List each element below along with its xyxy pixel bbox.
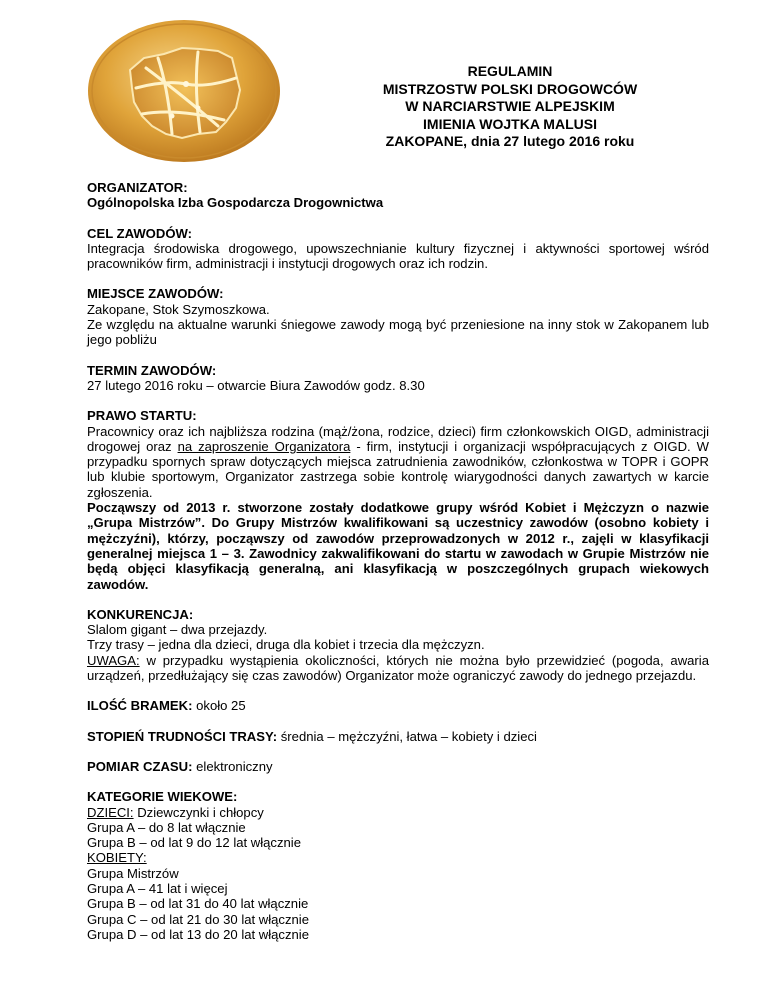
kobiety-label: KOBIETY: — [87, 850, 147, 866]
organizator-name: Ogólnopolska Izba Gospodarcza Drogownictwa — [87, 195, 384, 211]
title-line-5: ZAKOPANE, dnia 27 lutego 2016 roku — [385, 133, 635, 149]
prawo-text-b: - firm, instytucji i organizacji współpracujących z OIGD. W przypadku spornych spraw dotyczących miejsca zatrudnienia zawodników, członkostwa w TOPR i GOPR lub klubie sportowym, Organizator zastrzega sobie kontrolę wiarygodności danych zawartych w karcie zgłoszenia. — [87, 438, 709, 500]
trudnosc-value: średnia – mężczyźni, łatwa – kobiety i dzieci — [277, 728, 537, 744]
konkurencja-heading: KONKURENCJA: — [87, 606, 194, 622]
termin-text: 27 lutego 2016 roku – otwarcie Biura Zawodów godz. 8.30 — [87, 377, 425, 393]
prawo-heading: PRAWO STARTU: — [87, 408, 197, 424]
miejsce-line-2: Ze względu na aktualne warunki śniegowe zawody mogą być przeniesione na inny stok w Zakopanem lub jego pobliżu — [87, 317, 709, 348]
oigd-logo-icon — [86, 18, 282, 164]
section-miejsce — [87, 286, 709, 347]
section-kategorie — [87, 789, 709, 942]
document-title — [300, 63, 720, 151]
prawo-text — [87, 424, 709, 500]
prawo-grupa-mistrzow: Począwszy od 2013 r. stworzone zostały dodatkowe grupy wśród Kobiet i Mężczyzn o nazwie „Grupa Mistrzów”. Do Grupy Mistrzów kwalifikowani są uczestnicy zawodów (osobno kobiety i mężczyźni), którzy, począwszy od zawodów przeprowadzonych w 2012 r., zajęli w klasyfikacji generalnej miejsca 1 – 3. Zawodnicy zakwalifikowani do startu w zawodach w Grupie Mistrzów nie będą objęci klasyfikacją generalną, ani klasyfikacją w poszczególnych grupach wiekowych zawodów. — [87, 500, 709, 592]
dzieci-group-a: Grupa A – do 8 lat włącznie — [87, 819, 246, 835]
section-konkurencja — [87, 607, 709, 683]
kobiety-group-a: Grupa A – 41 lat i więcej — [87, 880, 228, 896]
section-pomiar — [87, 759, 709, 774]
konkurencja-line-1: Slalom gigant – dwa przejazdy. — [87, 622, 268, 638]
bramki-label: ILOŚĆ BRAMEK: — [87, 698, 193, 714]
section-trudnosc — [87, 729, 709, 744]
termin-heading: TERMIN ZAWODÓW: — [87, 362, 217, 378]
cel-heading: CEL ZAWODÓW: — [87, 225, 192, 241]
section-bramki — [87, 698, 709, 713]
prawo-text-a: Pracownicy oraz ich najbliższa rodzina (mąż/żona, rodzice, dzieci) firm członkowskich OIGD, administracji drogowej oraz — [87, 423, 709, 454]
section-termin — [87, 363, 709, 394]
miejsce-heading: MIEJSCE ZAWODÓW: — [87, 286, 224, 302]
dzieci-group-b: Grupa B – od lat 9 do 12 lat włącznie — [87, 835, 301, 851]
section-prawo — [87, 408, 709, 592]
kobiety-group-c: Grupa C – od lat 21 do 30 lat włącznie — [87, 911, 309, 927]
section-organizator — [87, 180, 709, 211]
dzieci-row — [87, 805, 709, 820]
konkurencja-line-2: Trzy trasy – jedna dla dzieci, druga dla kobiet i trzecia dla mężczyzn. — [87, 637, 485, 653]
kobiety-group-b: Grupa B – od lat 31 do 40 lat włącznie — [87, 896, 309, 912]
konkurencja-uwaga — [87, 653, 709, 684]
document-body — [87, 180, 709, 957]
kategorie-heading: KATEGORIE WIEKOWE: — [87, 789, 238, 805]
trudnosc-label: STOPIEŃ TRUDNOŚCI TRASY: — [87, 728, 278, 744]
kobiety-group-d: Grupa D – od lat 13 do 20 lat włącznie — [87, 926, 309, 942]
dzieci-text: Dziewczynki i chłopcy — [133, 804, 264, 820]
title-line-1: REGULAMIN — [467, 63, 553, 79]
kobiety-group-mistrzow: Grupa Mistrzów — [87, 865, 179, 881]
pomiar-label: POMIAR CZASU: — [87, 758, 193, 774]
cel-text: Integracja środowiska drogowego, upowszechnianie kultury fizycznej i aktywności sportowej wśród pracowników firm, administracji i instytucji drogowych oraz ich rodzin. — [87, 240, 709, 272]
uwaga-label: UWAGA: — [87, 652, 140, 668]
prawo-invitation: na zaproszenie Organizatora — [177, 438, 351, 454]
title-line-2: MISTRZOSTW POLSKI DROGOWCÓW — [382, 80, 638, 97]
section-cel — [87, 226, 709, 272]
title-line-4: IMIENIA WOJTKA MALUSI — [423, 115, 597, 132]
title-line-3: W NARCIARSTWIE ALPEJSKIM — [405, 98, 615, 114]
bramki-value: około 25 — [192, 698, 246, 714]
pomiar-value: elektroniczny — [192, 758, 273, 774]
miejsce-line-1: Zakopane, Stok Szymoszkowa. — [87, 301, 270, 317]
dzieci-label: DZIECI: — [87, 804, 134, 820]
organizator-heading: ORGANIZATOR: — [87, 180, 188, 195]
uwaga-text: w przypadku wystąpienia okoliczności, których nie można było przewidzieć (pogoda, awaria urządzeń, przedłużający się czas zawodów) Organizator może ograniczyć zawody do jednego przejazdu. — [87, 652, 709, 684]
